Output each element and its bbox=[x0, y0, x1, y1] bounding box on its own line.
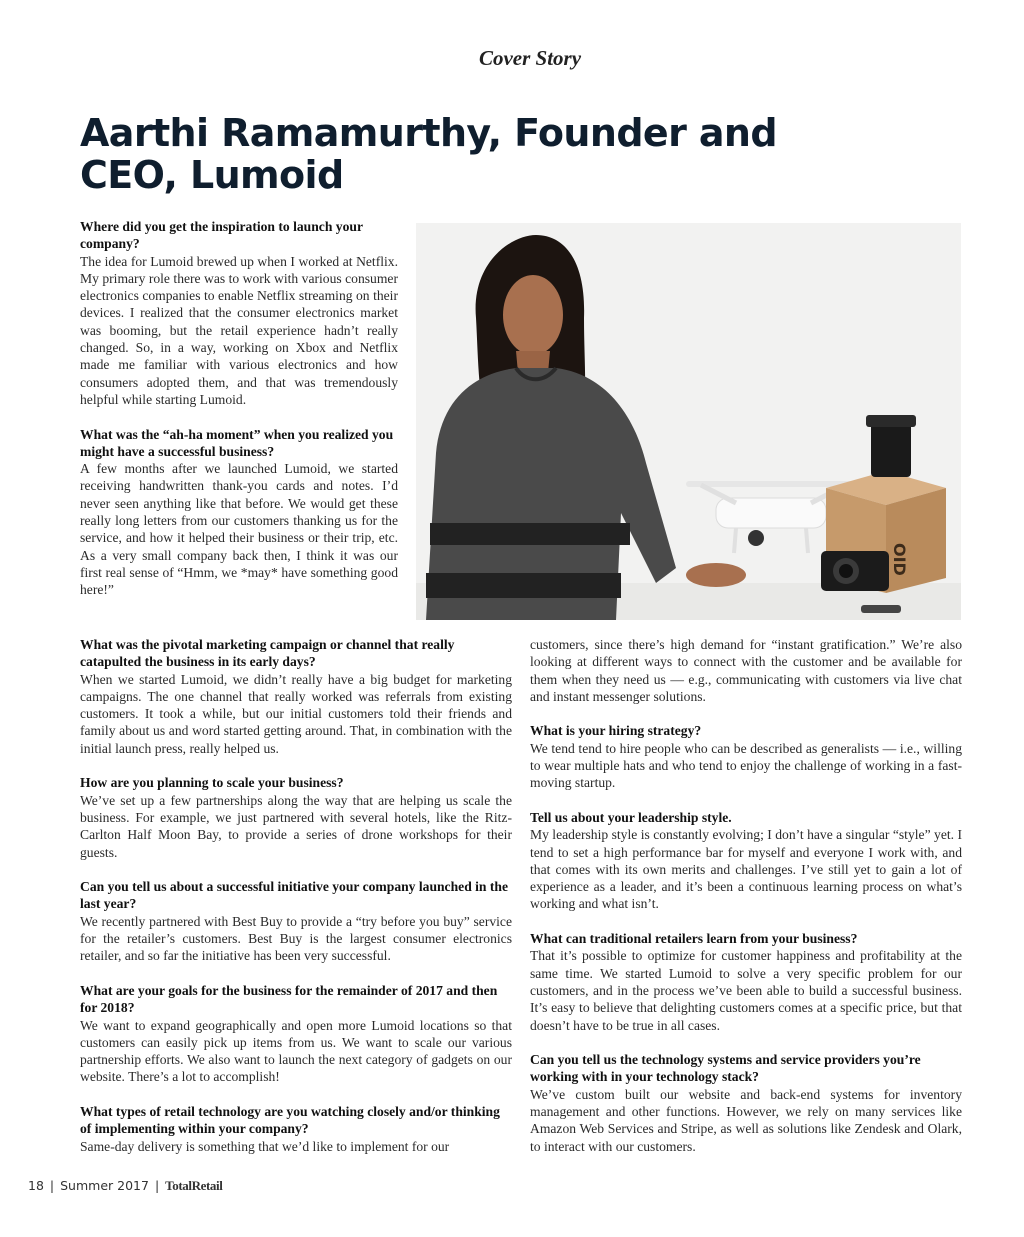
answer: That it’s possible to optimize for customer happiness and profitability at the same time. We started Lumoid to solve a very specific problem for our customers, and in the process we’ve been able to build a successful business. It’s easy to believe that delighting customers comes at a specific price, but that doesn’t have to be true in all cases. bbox=[530, 948, 962, 1033]
brand-logo: TotalRetail bbox=[165, 1178, 223, 1193]
question: Tell us about your leadership style. bbox=[530, 809, 732, 825]
answer: A few months after we launched Lumoid, we started receiving handwritten thank-you cards and notes. I’d never seen anything like that before. We would get these really long letters from our customers thanking us for the service, and how it helped their business or their trip, etc. As a very small company back then, I think it was our first real sense of “Hmm, we *may* have something good here!” bbox=[80, 461, 398, 598]
portrait-photo bbox=[416, 223, 961, 620]
answer: We tend tend to hire people who can be described as generalists — i.e., willing to wear multiple hats and who tend to enjoy the challenge of working in a fast-moving startup. bbox=[530, 740, 962, 791]
page-number: 18 bbox=[28, 1178, 44, 1193]
portrait-illustration bbox=[416, 223, 961, 620]
question: What was the “ah-ha moment” when you realized you might have a successful business? bbox=[80, 426, 394, 459]
question: What is your hiring strategy? bbox=[530, 723, 702, 739]
question: What was the pivotal marketing campaign or channel that really catapulted the business in its early days? bbox=[80, 637, 455, 670]
question: What types of retail technology are you watching closely and/or thinking of implementing within your company? bbox=[80, 1104, 500, 1137]
footer-separator: | bbox=[154, 1178, 160, 1193]
question: Can you tell us the technology systems and service providers you’re working with in your technology stack? bbox=[530, 1052, 921, 1085]
question: Can you tell us about a successful initiative your company launched in the last year? bbox=[80, 879, 509, 912]
question: How are you planning to scale your business? bbox=[80, 775, 344, 791]
footer-separator: | bbox=[49, 1178, 55, 1193]
question: Where did you get the inspiration to launch your company? bbox=[80, 219, 363, 252]
answer: We’ve set up a few partnerships along the way that are helping us scale the business. For example, we just partnered with several hotels, like the Ritz-Carlton Half Moon Bay, to provide a series of drone workshops for their guests. bbox=[80, 792, 512, 860]
box-print: OID bbox=[890, 543, 909, 576]
intro-column bbox=[80, 218, 398, 616]
page-footer bbox=[28, 1178, 222, 1194]
answer-continued: customers, since there’s high demand for “instant gratification.” We’re also looking at different ways to connect with the customer and be available for them when they need us — e.g., communicating with customers via live chat and instant messenger solutions. bbox=[530, 637, 962, 704]
question: What can traditional retailers learn from your business? bbox=[530, 931, 858, 947]
answer: We’ve custom built our website and back-end systems for inventory management and other functions. However, we rely on many services like Amazon Web Services and Stripe, as well as solutions like Zendesk and Olark, to interact with our customers. bbox=[530, 1086, 962, 1154]
answer: The idea for Lumoid brewed up when I worked at Netflix. My primary role there was to work with various consumer electronics companies to enable Netflix streaming on their devices. I realized that the consumer electronics market was booming, but the retail experience hadn’t really changed. So, in a way, working on Xbox and Netflix made me familiar with various electronics and how consumers adopted them, and that was tremendously helpful while starting Lumoid. bbox=[80, 253, 398, 407]
section-label: Cover Story bbox=[478, 46, 582, 70]
article-headline: Aarthi Ramamurthy, Founder and CEO, Lumoid bbox=[80, 111, 777, 197]
left-column bbox=[80, 636, 512, 1172]
answer: When we started Lumoid, we didn’t really have a big budget for marketing campaigns. The one channel that really worked was referrals from existing customers. It took a while, but our initial customers told their friends and family about us and word started getting around. That, in combination with the initial launch press, really helped us. bbox=[80, 671, 512, 756]
issue-label: Summer 2017 bbox=[60, 1178, 149, 1193]
question: What are your goals for the business for the remainder of 2017 and then for 2018? bbox=[80, 982, 498, 1016]
answer: My leadership style is constantly evolving; I don’t have a singular “style” yet. I tend to set a high performance bar for myself and everyone I work with, and that comes with its own merits and challenges. I’ve still yet to gain a lot of experience as a leader, and it’s been a continuous learning process on what’s working and what isn’t. bbox=[530, 827, 962, 912]
answer: We recently partnered with Best Buy to provide a “try before you buy” service for the retailer’s customers. Best Buy is the largest consumer electronics retailer, and so far the initiative has been very successful. bbox=[80, 913, 512, 964]
right-column bbox=[530, 636, 962, 1172]
answer: Same-day delivery is something that we’d like to implement for our bbox=[80, 1138, 450, 1154]
answer: We want to expand geographically and open more Lumoid locations so that customers can easily pick up items from us. We want to scale our various partnership efforts. We also want to launch the next category of gadgets on our website. There’s a lot to accomplish! bbox=[80, 1017, 512, 1085]
